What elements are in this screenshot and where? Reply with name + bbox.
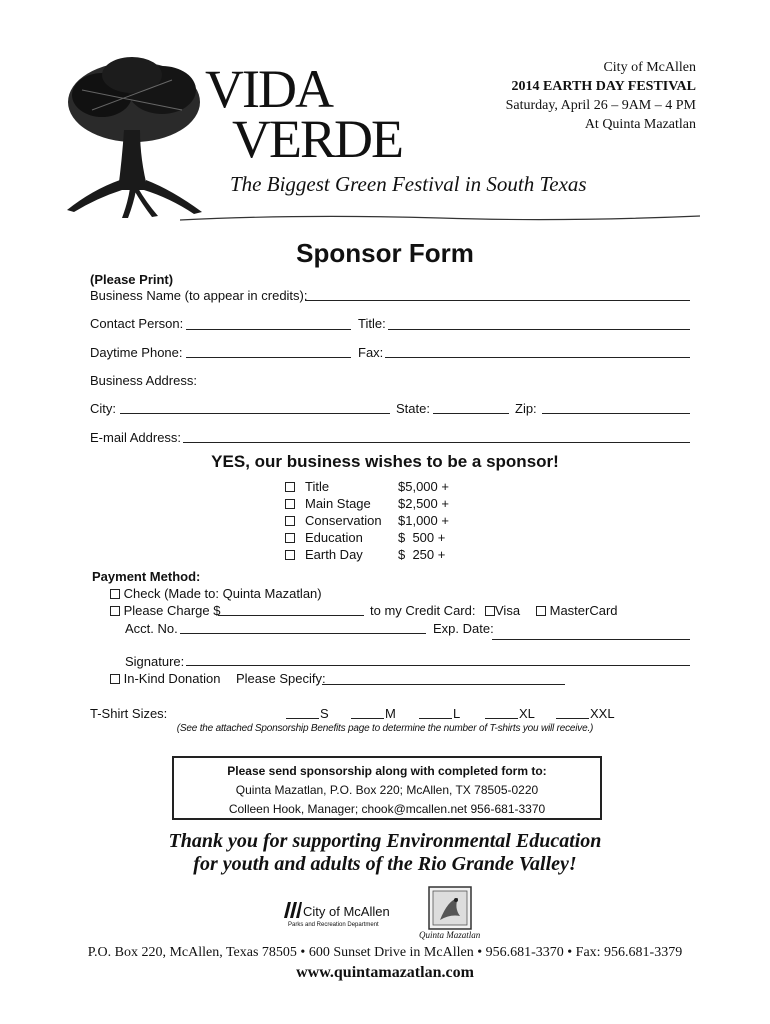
contact-person-label: Contact Person:	[90, 316, 184, 331]
payment-charge-label: Please Charge $	[123, 603, 221, 618]
tshirt-l-field[interactable]	[419, 718, 452, 719]
fax-field[interactable]	[385, 357, 690, 358]
acct-no-label: Acct. No.	[125, 621, 178, 636]
business-address-label: Business Address:	[90, 373, 197, 388]
sponsor-level-amount: $ 500 +	[398, 530, 446, 545]
business-name-field[interactable]	[305, 300, 690, 301]
mailing-address: Quinta Mazatlan, P.O. Box 220; McAllen, TX 78505-0220	[235, 783, 539, 797]
specify-field[interactable]	[322, 684, 565, 685]
sponsor-level-name: Title	[305, 479, 330, 494]
sponsor-level-amount: $ 250 +	[398, 547, 446, 562]
payment-check-label: Check (Made to: Quinta Mazatlan)	[123, 586, 322, 601]
charge-amount-field[interactable]	[218, 615, 364, 616]
exp-date-label: Exp. Date:	[433, 621, 494, 636]
tshirt-size-xxl: XXL	[590, 706, 615, 721]
checkbox[interactable]	[110, 606, 120, 616]
contact-person-field[interactable]	[186, 329, 351, 330]
inkind-option[interactable]	[110, 671, 220, 686]
thank-you-message	[0, 830, 770, 876]
sponsor-level-amount: $1,000 +	[398, 513, 449, 528]
footer-website[interactable]: www.quintamazatlan.com	[296, 964, 474, 981]
mailing-contact: Colleen Hook, Manager; chook@mcallen.net 956-681-3370	[228, 802, 546, 816]
tree-logo-icon	[62, 50, 212, 220]
thank-you-line1: Thank you for supporting Environmental Education	[168, 830, 602, 852]
daytime-phone-label: Daytime Phone:	[90, 345, 183, 360]
checkbox[interactable]	[285, 482, 295, 492]
footer-address: P.O. Box 220, McAllen, Texas 78505 • 600 Sunset Drive in McAllen • 956.681-3370 • Fax: 956.681-3379	[87, 945, 683, 960]
quinta-logo-text: Quinta Mazatlan	[419, 930, 481, 940]
tshirt-xl-field[interactable]	[485, 718, 518, 719]
signature-field[interactable]	[186, 665, 690, 666]
tshirt-size-l: L	[453, 706, 461, 721]
tshirt-size-s: S	[320, 706, 329, 721]
logo-verde: VERDE	[232, 109, 402, 169]
sponsor-level-name: Main Stage	[305, 496, 371, 511]
decorative-swash-line	[180, 208, 700, 228]
tagline: The Biggest Green Festival in South Texas	[230, 172, 587, 196]
sponsor-level-education[interactable]	[285, 530, 445, 545]
event-info	[506, 58, 696, 134]
event-city: City of McAllen	[603, 60, 696, 75]
mailing-instructions-box	[172, 756, 602, 820]
zip-field[interactable]	[542, 413, 690, 414]
tshirt-size-m: M	[385, 706, 396, 721]
sponsor-heading: YES, our business wishes to be a sponsor!	[211, 452, 559, 471]
checkbox[interactable]	[285, 550, 295, 560]
title-label: Title:	[358, 316, 386, 331]
fax-label: Fax:	[358, 345, 384, 360]
city-mcallen-logo-icon	[282, 902, 302, 918]
zip-label: Zip:	[515, 401, 537, 416]
signature-label: Signature:	[125, 654, 185, 669]
sponsor-level-amount: $5,000 +	[398, 479, 449, 494]
event-name: 2014 EARTH DAY FESTIVAL	[511, 79, 696, 94]
payment-charge-option[interactable]	[110, 603, 220, 618]
tshirt-m-field[interactable]	[351, 718, 384, 719]
sponsor-level-name: Conservation	[305, 513, 382, 528]
city-label: City:	[90, 401, 116, 416]
sponsor-level-amount: $2,500 +	[398, 496, 449, 511]
city-logo-subtitle: Parks and Recreation Department	[288, 922, 379, 928]
state-label: State:	[396, 401, 430, 416]
mailing-title: Please send sponsorship along with completed form to:	[227, 764, 547, 778]
sponsor-level-name: Education	[305, 530, 363, 545]
event-location: At Quinta Mazatlan	[584, 117, 696, 132]
mastercard-label: MasterCard	[549, 603, 618, 618]
tshirt-s-field[interactable]	[286, 718, 319, 719]
checkbox[interactable]	[485, 606, 495, 616]
title-field[interactable]	[388, 329, 690, 330]
acct-no-field[interactable]	[180, 633, 426, 634]
sponsor-level-earth-day[interactable]	[285, 547, 445, 562]
city-logo-text: City of McAllen	[303, 904, 390, 919]
specify-label: Please Specify:	[236, 671, 326, 686]
sponsor-level-title[interactable]	[285, 479, 449, 494]
checkbox[interactable]	[285, 516, 295, 526]
credit-card-label: to my Credit Card:	[370, 603, 476, 618]
sponsor-level-name: Earth Day	[305, 547, 363, 562]
quinta-mazatlan-logo-icon	[428, 886, 472, 930]
inkind-label: In-Kind Donation	[123, 671, 221, 686]
payment-method-heading: Payment Method:	[92, 569, 201, 584]
email-label: E-mail Address:	[90, 430, 182, 445]
tshirt-xxl-field[interactable]	[556, 718, 589, 719]
business-name-label: Business Name (to appear in credits):	[90, 288, 308, 303]
email-field[interactable]	[183, 442, 690, 443]
checkbox[interactable]	[110, 589, 120, 599]
checkbox[interactable]	[285, 499, 295, 509]
thank-you-line2: for youth and adults of the Rio Grande Valley!	[193, 853, 577, 875]
city-field[interactable]	[120, 413, 390, 414]
logo-vida: VIDA	[205, 59, 332, 119]
tshirt-label: T-Shirt Sizes:	[90, 706, 168, 721]
payment-check-option[interactable]	[110, 586, 322, 601]
sponsor-level-main-stage[interactable]	[285, 496, 449, 511]
mastercard-option[interactable]	[536, 603, 618, 618]
exp-date-field[interactable]	[492, 639, 690, 640]
event-date: Saturday, April 26 – 9AM – 4 PM	[505, 98, 696, 113]
form-title: Sponsor Form	[296, 238, 474, 268]
please-print-label: (Please Print)	[90, 272, 174, 287]
daytime-phone-field[interactable]	[186, 357, 351, 358]
checkbox[interactable]	[110, 674, 120, 684]
visa-label: Visa	[495, 603, 521, 618]
tshirt-size-xl: XL	[519, 706, 535, 721]
sponsor-level-conservation[interactable]	[285, 513, 449, 528]
state-field[interactable]	[433, 413, 509, 414]
checkbox[interactable]	[536, 606, 546, 616]
visa-option[interactable]	[485, 603, 520, 618]
tshirt-note: (See the attached Sponsorship Benefits page to determine the number of T-shirts you will receive.)	[176, 723, 594, 734]
checkbox[interactable]	[285, 533, 295, 543]
